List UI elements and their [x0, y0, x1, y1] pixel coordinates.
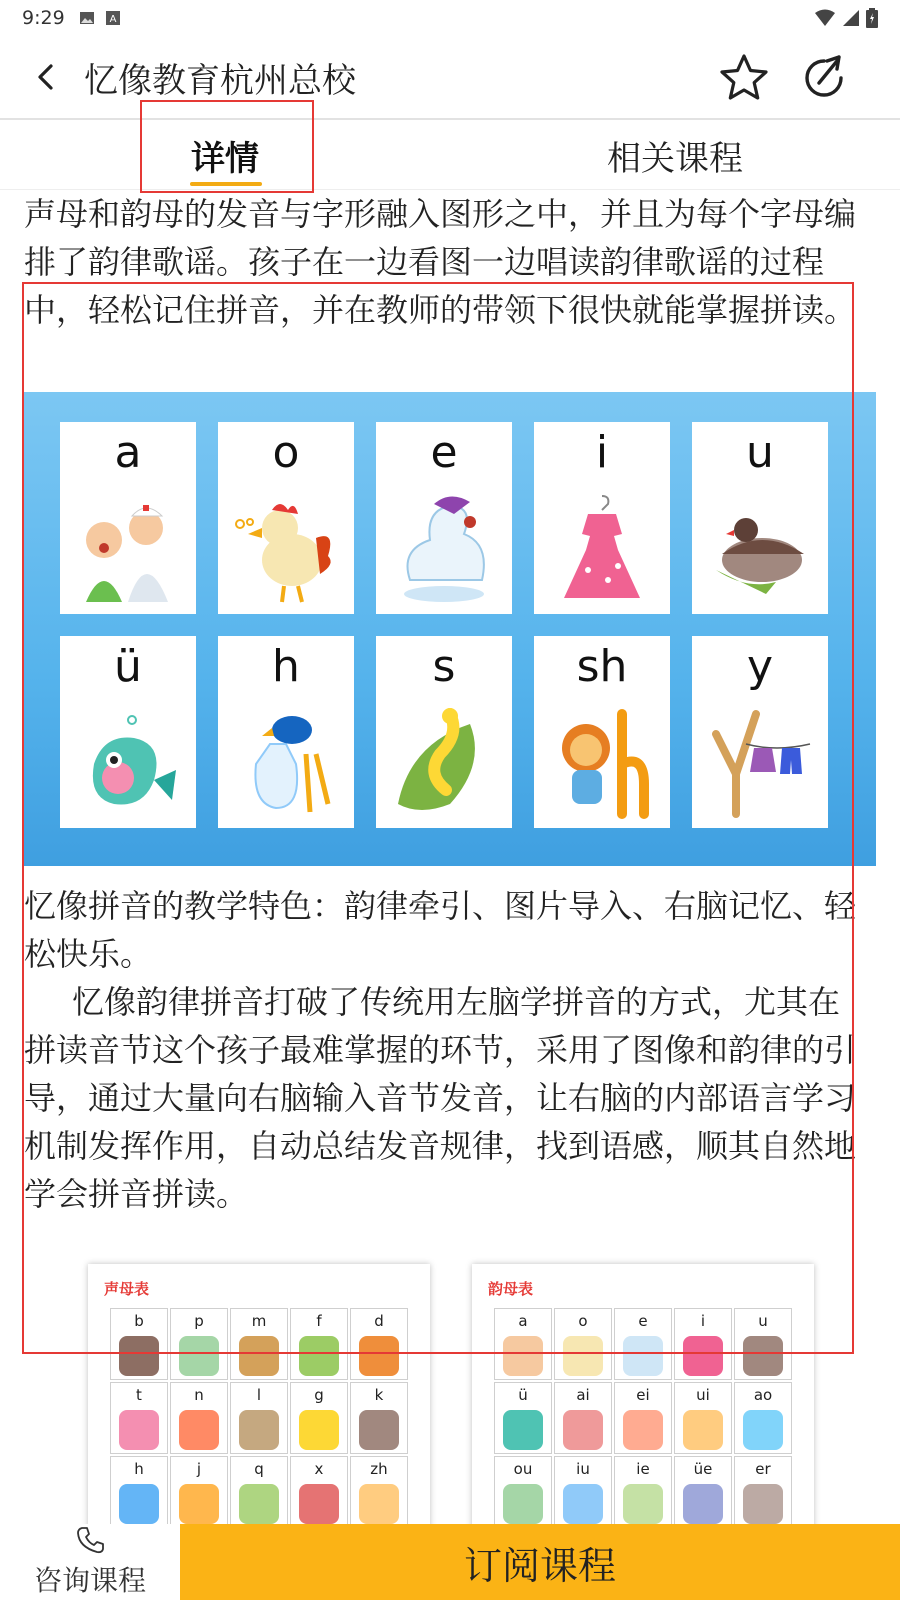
cell-letter: a — [518, 1312, 528, 1330]
status-time: 9:29 — [22, 7, 65, 29]
pinyin-card — [218, 636, 354, 828]
hills-icon — [239, 1336, 279, 1376]
cell-letter: b — [134, 1312, 144, 1330]
tab-details-label: 详情 — [191, 138, 259, 179]
chicken-icon — [179, 1484, 219, 1524]
cell-letter: e — [638, 1312, 648, 1330]
tab-related-courses-label: 相关课程 — [607, 138, 743, 179]
cell-letter: l — [256, 1386, 262, 1404]
cell-letter: ou — [513, 1460, 533, 1478]
pinyin-card — [376, 422, 512, 614]
dress-icon — [548, 490, 656, 606]
pinyin-card — [218, 422, 354, 614]
door-icon — [179, 1410, 219, 1450]
a-badge-icon — [105, 10, 121, 26]
cane-icon — [299, 1336, 339, 1376]
chevron-left-icon — [32, 63, 60, 91]
lotus-icon — [503, 1484, 543, 1524]
pinyin-card — [692, 636, 828, 828]
goose-icon — [390, 490, 498, 606]
table-cell — [110, 1382, 168, 1454]
subscribe-course-button[interactable] — [180, 1524, 900, 1600]
rooster-icon — [563, 1336, 603, 1376]
course-detail-content[interactable] — [0, 190, 900, 1524]
share-icon — [797, 51, 851, 105]
table-cell — [494, 1456, 552, 1524]
cell-letter: t — [136, 1386, 142, 1404]
table-cell — [734, 1308, 792, 1380]
cell-letter: m — [251, 1312, 267, 1330]
fish-icon — [503, 1410, 543, 1450]
features-paragraph: 忆像拼音的教学特色：韵律牵引、图片导入、右脑记忆、轻松快乐。 — [24, 887, 857, 973]
cell-letter: zh — [370, 1460, 388, 1478]
battery-icon — [866, 8, 878, 28]
monkey-icon — [743, 1484, 783, 1524]
table-cell — [170, 1308, 228, 1380]
bird-nest-icon — [706, 490, 814, 606]
cell-letter: d — [374, 1312, 384, 1330]
app-header — [0, 36, 900, 120]
lion-icon — [548, 704, 656, 820]
table-cell — [350, 1456, 408, 1524]
intro-paragraph: 声母和韵母的发音与字形融入图形之中，并且为每个字母编排了韵律歌谣。孩子在一边看图一边唱读韵律歌谣的过程中，轻松记住拼音，并在教师的带领下很快就能掌握拼读。 — [24, 195, 857, 329]
pinyin-card — [534, 422, 670, 614]
share-button[interactable] — [796, 50, 852, 106]
table-cell — [554, 1382, 612, 1454]
table-cell — [170, 1456, 228, 1524]
pinyin-letter: a — [114, 427, 142, 478]
doctor-child-icon — [74, 490, 182, 606]
cell-letter: ao — [753, 1386, 773, 1404]
finals-table-title: 韵母表 — [488, 1280, 534, 1298]
pinyin-cards-image — [24, 392, 876, 866]
cell-letter: p — [194, 1312, 204, 1330]
consult-label: 咨询课程 — [33, 1564, 146, 1597]
pinyin-card — [60, 422, 196, 614]
swim-icon — [563, 1484, 603, 1524]
cell-letter: iu — [576, 1460, 590, 1478]
pinyin-card — [692, 422, 828, 614]
cell-letter: g — [314, 1386, 324, 1404]
moon-icon — [683, 1484, 723, 1524]
table-cell — [554, 1308, 612, 1380]
fish-icon — [74, 704, 182, 820]
table-cell — [674, 1308, 732, 1380]
caterpillar-leaf-icon — [390, 704, 498, 820]
table-cell — [230, 1382, 288, 1454]
method-paragraph: 忆像韵律拼音打破了传统用左脑学拼音的方式，尤其在拼读音节这个孩子最难掌握的环节，采用了图像和韵律的引导，通过大量向右脑输入音节发音，让右脑的内部语言学习机制发挥作用，自动总结发音规律，找到语感，顺其自然地学会拼音拼读。 — [24, 983, 857, 1213]
dress-icon — [683, 1336, 723, 1376]
svg-text:A: A — [109, 14, 117, 25]
pinyin-letter: o — [272, 427, 300, 478]
table-cell — [350, 1308, 408, 1380]
status-bar — [0, 0, 900, 36]
cell-letter: üe — [693, 1460, 713, 1478]
horse-icon — [359, 1336, 399, 1376]
pinyin-letter: h — [272, 641, 300, 692]
table-cell — [614, 1382, 672, 1454]
table-cell — [614, 1456, 672, 1524]
table-cell — [290, 1308, 348, 1380]
cell-letter: ui — [696, 1386, 710, 1404]
pinyin-letter: i — [595, 427, 609, 478]
tadpole-icon — [359, 1410, 399, 1450]
phone-icon — [75, 1525, 105, 1555]
table-cell — [734, 1382, 792, 1454]
cell-letter: i — [700, 1312, 706, 1330]
spider-icon — [359, 1484, 399, 1524]
doctor-child-icon — [503, 1336, 543, 1376]
cell-letter: ie — [636, 1460, 650, 1478]
pinyin-card — [376, 636, 512, 828]
pinyin-letter: s — [432, 641, 456, 692]
table-cell — [614, 1308, 672, 1380]
table-cell — [350, 1382, 408, 1454]
watermelon-icon — [299, 1484, 339, 1524]
table-cell — [734, 1456, 792, 1524]
table-cell — [110, 1308, 168, 1380]
cell-letter: u — [758, 1312, 768, 1330]
star-icon — [718, 52, 770, 104]
tab-bar — [0, 120, 900, 190]
table-cell — [110, 1456, 168, 1524]
tab-related-courses[interactable] — [450, 120, 900, 190]
rooster-icon — [232, 490, 340, 606]
cell-letter: n — [194, 1386, 204, 1404]
table-cell — [674, 1382, 732, 1454]
table-cell — [290, 1382, 348, 1454]
radio-icon — [119, 1336, 159, 1376]
coat-icon — [743, 1410, 783, 1450]
dove-icon — [299, 1410, 339, 1450]
pinyin-letter: y — [746, 641, 774, 692]
pinyin-card — [534, 636, 670, 828]
bird-nest-icon — [743, 1336, 783, 1376]
pinyin-letter: sh — [576, 641, 628, 692]
crow-bottle-icon — [232, 704, 340, 820]
initials-table-image — [88, 1264, 430, 1524]
cell-letter: q — [254, 1460, 264, 1478]
finals-table-image — [472, 1264, 814, 1524]
drink-icon — [119, 1484, 159, 1524]
cell-letter: ei — [636, 1386, 650, 1404]
water-icon — [179, 1336, 219, 1376]
favorite-button[interactable] — [716, 50, 772, 106]
signal-icon — [842, 9, 860, 27]
wifi-icon — [814, 9, 836, 27]
table-cell — [494, 1382, 552, 1454]
cell-letter: er — [755, 1460, 771, 1478]
fox-icon — [623, 1410, 663, 1450]
cell-letter: j — [196, 1460, 202, 1478]
cell-letter: ai — [576, 1386, 590, 1404]
initials-table-title: 声母表 — [104, 1280, 150, 1298]
subscribe-label: 订阅课程 — [463, 1543, 616, 1588]
fish-icon — [119, 1410, 159, 1450]
table-cell — [170, 1382, 228, 1454]
balloon-icon — [239, 1484, 279, 1524]
cell-letter: h — [134, 1460, 144, 1478]
pinyin-letter: ü — [114, 641, 142, 692]
back-button[interactable] — [22, 53, 70, 101]
table-cell — [290, 1456, 348, 1524]
gallery-icon — [79, 10, 95, 26]
cell-letter: f — [316, 1312, 322, 1330]
palm-icon — [623, 1484, 663, 1524]
table-cell — [674, 1456, 732, 1524]
table-cell — [230, 1308, 288, 1380]
page-title: 忆像教育杭州总校 — [84, 60, 356, 101]
consult-course-button[interactable] — [0, 1524, 180, 1600]
goose-icon — [623, 1336, 663, 1376]
stick-icon — [239, 1410, 279, 1450]
bottom-action-bar — [0, 1524, 900, 1600]
table-cell — [494, 1308, 552, 1380]
pinyin-card — [60, 636, 196, 828]
clothesline-icon — [706, 704, 814, 820]
tab-details[interactable] — [0, 120, 450, 190]
child-icon — [683, 1410, 723, 1450]
cell-letter: x — [314, 1460, 324, 1478]
cell-letter: k — [374, 1386, 384, 1404]
table-cell — [230, 1456, 288, 1524]
cell-letter: o — [578, 1312, 588, 1330]
cell-letter: ü — [518, 1386, 528, 1404]
kids-icon — [563, 1410, 603, 1450]
pinyin-letter: e — [430, 427, 458, 478]
pinyin-letter: u — [746, 427, 774, 478]
table-cell — [554, 1456, 612, 1524]
